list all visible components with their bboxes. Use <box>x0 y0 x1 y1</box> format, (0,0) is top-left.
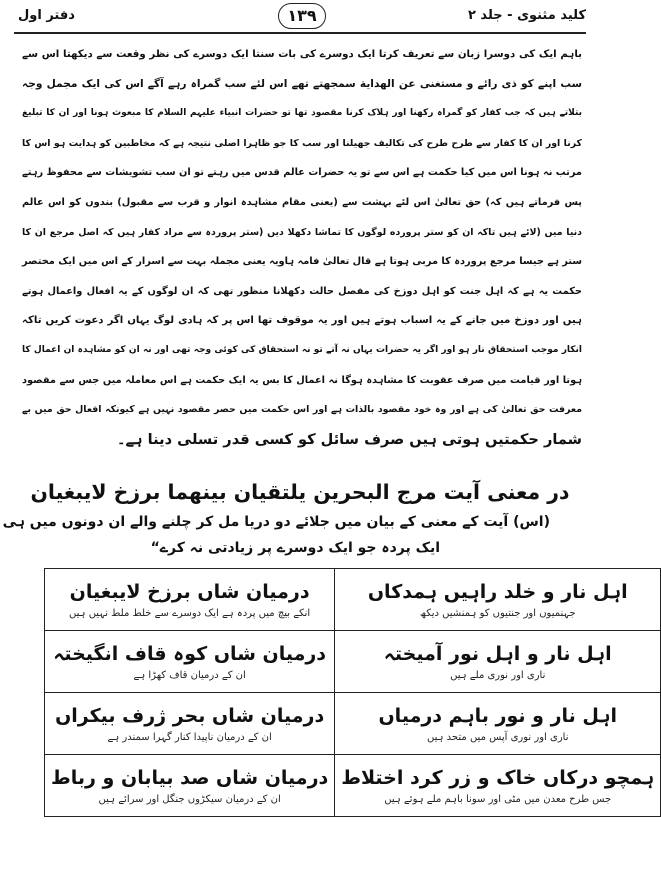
section-subheading-continued: ایک پردہ جو ایک دوسرے پر زیادتی نہ کرے“ <box>150 540 440 556</box>
verse-translation: جہنمیوں اور جنتیوں کو ہمنشیں دیکھ <box>419 607 576 619</box>
verse-text: درمیان شاں برزخ لایبغیان <box>69 580 310 603</box>
verse-translation: ناری اور نوری ملے ہیں <box>450 669 546 681</box>
verse-cell-left <box>45 755 335 817</box>
volume-label: دفتر اول <box>18 8 75 23</box>
header-divider <box>14 32 586 34</box>
text-line: انکار موجب استحقاق نار ہو اور اگر یہ حضرات یہاں نہ آتے تو نہ استحقاق کی کوئی وجہ تھی اور نہ ان کو مشاہدہ ان اعمال کا <box>22 344 582 355</box>
text-line: ہیں اور دوزخ میں جانے کے یہ اسباب ہوتے ہیں اور یہ موقوف تھا اس پر کہ ہادی لوگ یہاں اگر دعوت کریں تاکہ <box>22 315 582 327</box>
verse-translation: ان کے درمیان سیکڑوں جنگل اور سرائے ہیں <box>98 793 281 805</box>
verse-text: درمیان شاں صد بیابان و رباط <box>51 766 329 789</box>
text-line: معرفت حق تعالیٰ کی ہے اور وہ خود مقصود بالذات ہے اور اس حکمت میں حصر مقصود نہیں ہے کیونکہ افعال حق میں بے <box>22 404 582 416</box>
text-line: ستر ہے جیسا مرجع پروردہ کا مربی ہوتا ہے قال تعالیٰ فامہ ہاویہ یعنی مجملہ بہت سے اسرار کے اس میں ایک مختصر <box>22 256 582 268</box>
text-line: کرنا اور ان کا کفار سے طرح طرح کی تکالیف جھیلنا اور سب کا جو ظاہرا اصلی نتیجہ ہے کہ مخاطبین کو ہدایت ہو اس کا <box>22 137 582 149</box>
verse-translation: ناری اور نوری آپس میں متحد ہیں <box>427 731 569 743</box>
verse-text: اہل نار و خلد راہیں ہمدکاں <box>367 580 628 603</box>
verse-cell-left <box>45 693 335 755</box>
verse-row <box>45 569 661 631</box>
text-line: مرتب نہ ہونا اس میں کیا حکمت ہے اس سے تو یہ حضرات عالم قدس میں رہتے تو ان سب تشویشات سے محفوظ رہتے <box>22 167 582 179</box>
verse-text: ہمچو درکاں خاک و زر کرد اختلاط <box>341 766 655 789</box>
text-line: باہم ایک کی دوسرا زبان سے تعریف کرتا ایک دوسرے کی بات سنتا ایک دوسرے کی نظر وقعت سے دیکھتا اس سے <box>22 49 582 60</box>
text-line: شمار حکمتیں ہوتی ہیں صرف سائل کو کسی قدر تسلی دینا ہے۔ <box>116 430 582 448</box>
verse-cell-right <box>335 693 661 755</box>
text-line: سب اپنے کو ذی رائے و مستغنی عن الھدایة سمجھتے تھے اس لئے سب گمراہ رہے آگے اس کی ایک مجمل وجہ <box>22 77 582 90</box>
text-line: ہوتا اور قیامت میں صرف عقوبت کا مشاہدہ ہوگا نہ اعمال کا بس یہ ایک حکمت ہے اس معاملہ میں جس سے مقصود <box>22 374 582 386</box>
verse-translation: ان کے درمیان ناپیدا کنار گہرا سمندر ہے <box>107 731 272 743</box>
verse-cell-right <box>335 755 661 817</box>
verse-text: درمیان شاں کوہ قاف انگیختہ <box>53 642 327 665</box>
text-line: پس فرماتے ہیں کہ) حق تعالیٰ اس لئے بہشت سے (یعنی مقام مشاہدہ انوار و قرب سے مقبول) بندوں کو اس عالم <box>22 196 582 208</box>
verse-row <box>45 755 661 817</box>
verse-row <box>45 693 661 755</box>
book-title: کلید مثنوی - جلد ۲ <box>467 8 586 23</box>
verse-cell-left <box>45 631 335 693</box>
verse-text: اہل نار و اہل نور آمیختہ <box>383 642 612 665</box>
verse-cell-right <box>335 631 661 693</box>
body-paragraph <box>22 40 582 454</box>
verse-translation: ان کے درمیان قاف کھڑا ہے <box>133 669 246 681</box>
text-line: دنیا میں (لائے ہیں تاکہ ان کو ستر پرورده لوگوں کا تماشا دکھلا دیں (ستر پروردہ سے مراد کفار ہیں کہ اصل مرجع ان کا <box>22 226 582 238</box>
page-number: ۱۳۹ <box>278 3 326 29</box>
text-line: حکمت یہ ہے کہ اہل جنت کو اہل دوزخ کی مفصل حالت دکھلانا منظور تھی کہ ان لوگوں کے یہ افعال واعمال ہوتے <box>22 285 582 297</box>
verse-row <box>45 631 661 693</box>
verse-cell-left <box>45 569 335 631</box>
verse-text: درمیان شاں بحر ژرف بیکراں <box>55 704 325 727</box>
verse-table <box>44 568 661 817</box>
verse-translation: جس طرح معدن میں مٹی اور سونا باہم ملے ہوئے ہیں <box>384 793 612 805</box>
verse-translation: انکے بیچ میں پردہ ہے ایک دوسرے سے خلط ملط نہیں ہیں <box>69 607 311 619</box>
verse-text: اہل نار و نور باہم درمیاں <box>378 704 618 727</box>
section-subheading: (اس) آیت کے معنی کے بیان میں جلائے دو دریا مل کر چلنے والے ان دونوں میں ہی <box>2 514 550 530</box>
section-heading: در معنی آیت مرج البحرین یلتقیان بینھما برزخ لایبغیان <box>30 480 570 504</box>
verse-cell-right <box>335 569 661 631</box>
text-line: بتلاتے ہیں کہ جب کفار کو گمراہ رکھنا اور ہلاک کرنا مقصود تھا تو حضرات انبیاء علیہم السلام کا مبعوث ہونا اور ان کا تبلیغ <box>22 108 582 119</box>
